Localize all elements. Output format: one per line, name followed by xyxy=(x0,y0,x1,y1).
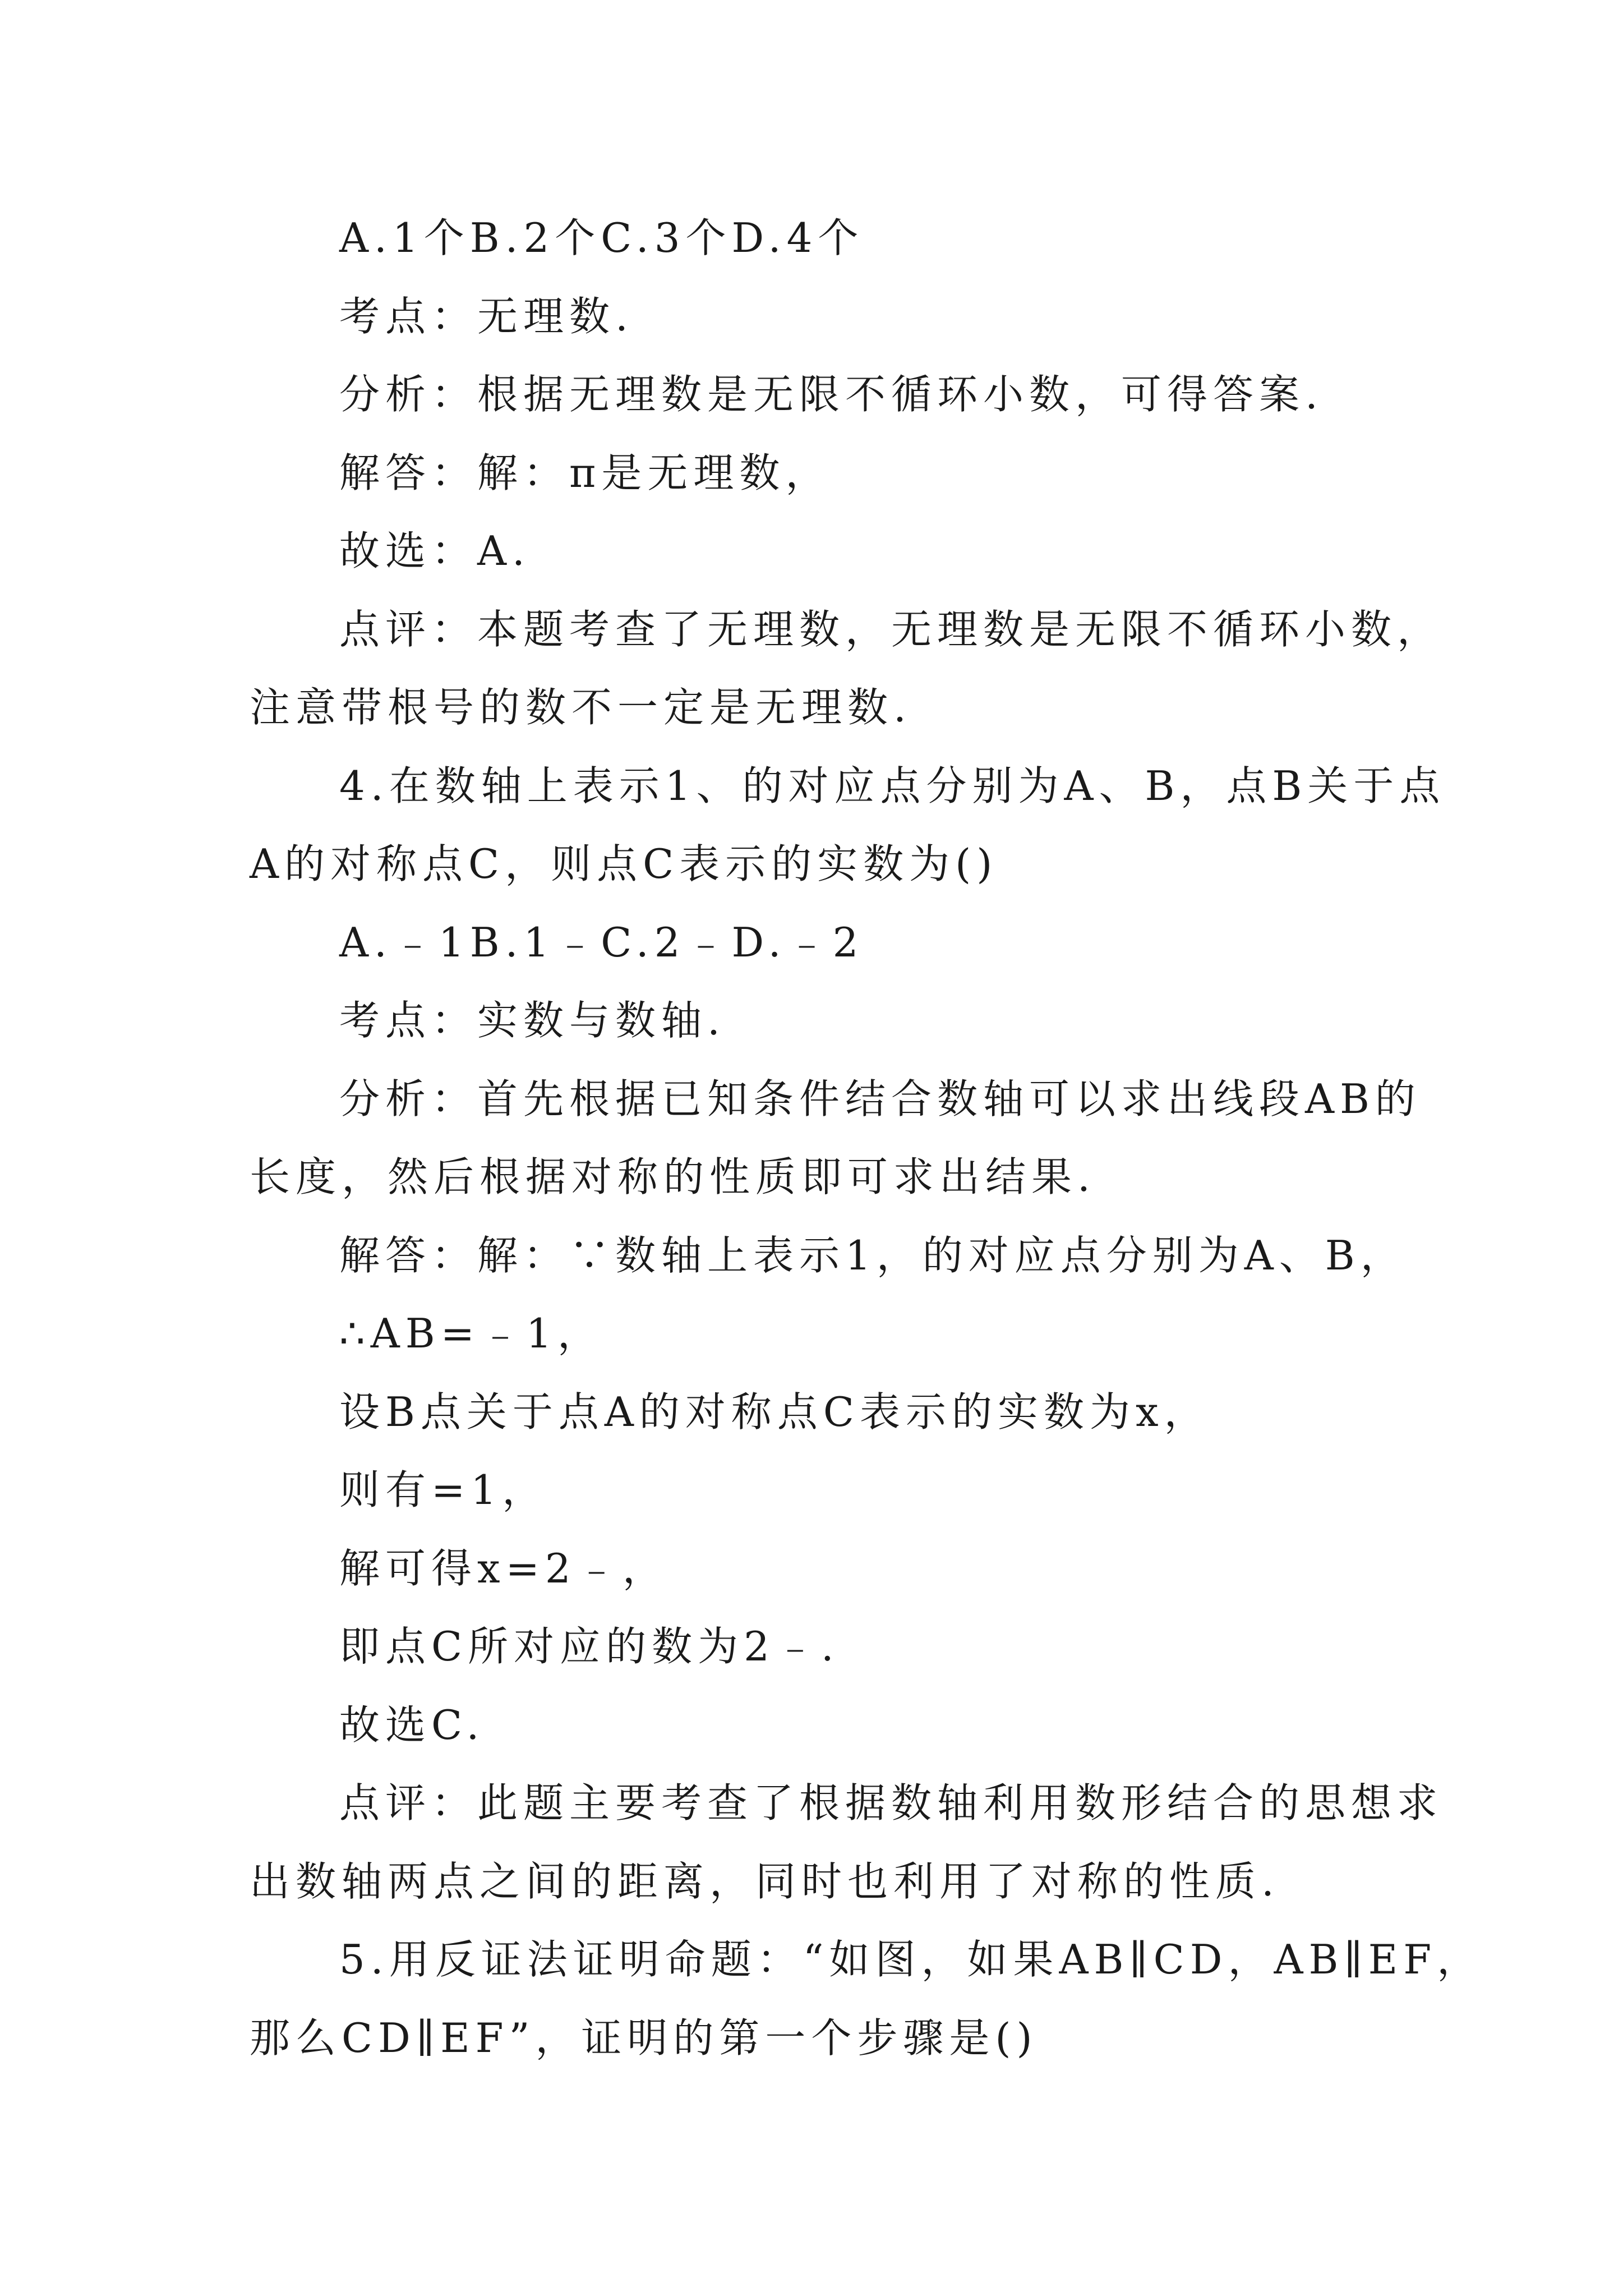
comment-line-continued: 注意带根号的数不一定是无理数. xyxy=(250,684,912,731)
question-4-choice-line: 故选C. xyxy=(339,1701,485,1749)
question-4-options-line: A.﹣1B.1﹣C.2﹣D.﹣2 xyxy=(339,918,864,966)
question-4-analysis-line-continued: 长度，然后根据对称的性质即可求出结果. xyxy=(250,1153,1096,1200)
question-5-line-continued: 那么CD∥EF”，证明的第一个步骤是() xyxy=(250,2014,1038,2062)
question-4-comment-line-continued: 出数轴两点之间的距离，同时也利用了对称的性质. xyxy=(250,1857,1280,1905)
question-4-key-point-line: 考点：实数与数轴. xyxy=(339,997,726,1044)
question-4-step-2-line: 设B点关于点A的对称点C表示的实数为x， xyxy=(339,1388,1210,1435)
question-4-line: 4.在数轴上表示1、的对应点分别为A、B，点B关于点 xyxy=(339,762,1446,809)
choice-line: 故选：A. xyxy=(339,527,531,574)
question-4-step-1-line: ∴AB=﹣1， xyxy=(339,1310,603,1357)
answer-line: 解答：解：π是无理数， xyxy=(339,449,832,496)
question-4-step-4-line: 解可得x=2﹣， xyxy=(339,1544,668,1592)
key-point-line: 考点：无理数. xyxy=(339,292,634,340)
question-4-comment-line: 点评：此题主要考查了根据数轴利用数形结合的思想求 xyxy=(339,1779,1444,1826)
question-4-line-continued: A的对称点C，则点C表示的实数为() xyxy=(250,840,998,887)
analysis-line: 分析：根据无理数是无限不循环小数，可得答案. xyxy=(339,371,1324,418)
question-4-analysis-line: 分析：首先根据已知条件结合数轴可以求出线段AB的 xyxy=(339,1075,1421,1122)
question-4-answer-line: 解答：解：∵数轴上表示1，的对应点分别为A、B， xyxy=(339,1231,1407,1279)
options-line: A.1个B.2个C.3个D.4个 xyxy=(339,214,864,261)
comment-line: 点评：本题考查了无理数，无理数是无限不循环小数， xyxy=(339,605,1444,653)
document-body xyxy=(250,199,1483,2077)
question-4-step-5-line: 即点C所对应的数为2﹣. xyxy=(339,1623,840,1670)
question-5-line: 5.用反证法证明命题：“如图，如果AB∥CD，AB∥EF， xyxy=(339,1936,1483,1983)
question-4-step-3-line: 则有=1， xyxy=(339,1466,548,1513)
